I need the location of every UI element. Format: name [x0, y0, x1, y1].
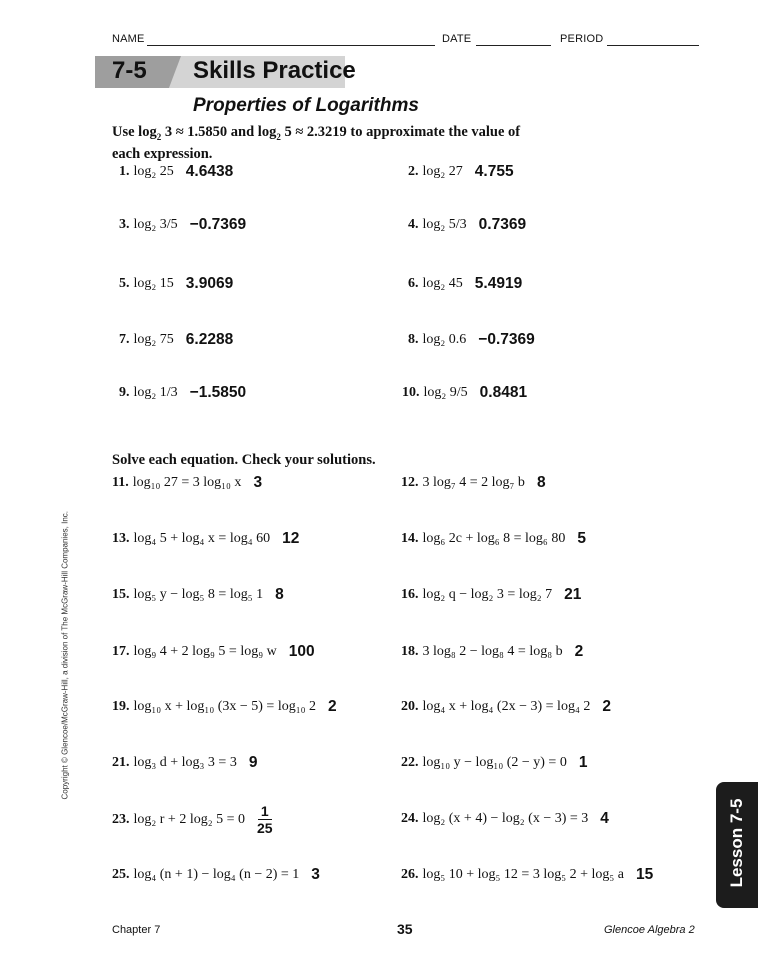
problem-11: 11. log₁₀ 27 = 3 log₁₀ x 3 — [112, 474, 263, 491]
footer-page-number: 35 — [397, 921, 413, 937]
problem-1: 1. log₂ 25 4.6438 — [119, 163, 234, 180]
page-title: Skills Practice — [193, 57, 356, 84]
date-field-line[interactable] — [476, 45, 551, 46]
page-subtitle: Properties of Logarithms — [193, 95, 419, 116]
answer: 6.2288 — [185, 331, 234, 348]
answer-fraction: $\frac{1}{25}$ — [257, 803, 273, 836]
answer: 15 — [635, 866, 654, 883]
answer: 2 — [574, 643, 584, 660]
name-label: NAME — [112, 33, 145, 45]
problem-4: 4. log₂ 5/3 0.7369 — [408, 216, 527, 233]
problem-expression: log₂ 1/3 — [133, 385, 178, 400]
problem-expression: log₄ (n + 1) − log₄ (n − 2) = 1 — [133, 867, 300, 882]
problem-expression: log₂ 27 — [422, 164, 463, 179]
problem-13: 13. log₄ 5 + log₄ x = log₄ 60 12 — [112, 530, 300, 547]
problem-expression: log₃ d + log₃ 3 = 3 — [133, 755, 237, 770]
problem-5: 5. log₂ 15 3.9069 — [119, 275, 234, 292]
footer-book-title: Glencoe Algebra 2 — [604, 924, 695, 936]
answer: 3 — [253, 474, 263, 491]
problem-expression: log₁₀ 27 = 3 log₁₀ x — [132, 475, 242, 490]
answer: 2 — [327, 698, 337, 715]
problem-expression: log₂ 0.6 — [422, 332, 467, 347]
problem-24: 24. log₂ (x + 4) − log₂ (x − 3) = 3 4 — [401, 810, 609, 827]
problem-14: 14. log₆ 2c + log₆ 8 = log₆ 80 5 — [401, 530, 586, 547]
problem-15: 15. log₅ y − log₅ 8 = log₅ 1 8 — [112, 586, 284, 603]
answer: 3 — [311, 866, 320, 883]
problem-expression: log₂ 25 — [133, 164, 174, 179]
problem-8: 8. log₂ 0.6 −0.7369 — [408, 331, 535, 348]
problem-expression: log₂ 15 — [133, 276, 174, 291]
footer-chapter: Chapter 7 — [112, 924, 161, 936]
problem-21: 21. log₃ d + log₃ 3 = 3 9 — [112, 754, 258, 771]
problem-expression: log₉ 4 + 2 log₉ 5 = log₉ w — [133, 644, 277, 659]
problem-expression: log₂ q − log₂ 3 = log₂ 7 — [422, 587, 553, 602]
answer: −0.7369 — [478, 331, 535, 348]
problem-12: 12. 3 log₇ 4 = 2 log₇ b 8 — [401, 474, 546, 491]
answer: 4.755 — [474, 163, 514, 180]
answer: −0.7369 — [189, 216, 247, 233]
problem-26: 26. log₅ 10 + log₅ 12 = 3 log₅ 2 + log₅ a 15 — [401, 866, 654, 883]
answer: 100 — [288, 643, 315, 660]
date-label: DATE — [442, 33, 472, 45]
lesson-side-tab-label: Lesson 7-5 — [727, 798, 746, 888]
problem-25: 25. log₄ (n + 1) − log₄ (n − 2) = 1 3 — [112, 866, 320, 883]
problem-expression: log₁₀ y − log₁₀ (2 − y) = 0 — [422, 755, 567, 770]
problem-expression: log₆ 2c + log₆ 8 = log₆ 80 — [422, 531, 566, 546]
problem-expression: 3 log₈ 2 − log₈ 4 = log₈ b — [422, 644, 563, 659]
answer: 5.4919 — [474, 275, 523, 292]
problem-expression: log₂ r + 2 log₂ 5 = 0 — [133, 811, 245, 827]
problem-expression: log₅ 10 + log₅ 12 = 3 log₅ 2 + log₅ a — [422, 867, 624, 882]
answer: 4 — [600, 810, 609, 827]
problem-expression: 3 log₇ 4 = 2 log₇ b — [422, 475, 525, 490]
problem-expression: log₂ 9/5 — [423, 385, 468, 400]
problem-9: 9. log₂ 1/3 −1.5850 — [119, 384, 247, 401]
answer: 0.8481 — [479, 384, 528, 401]
section2-instructions: Solve each equation. Check your solutions. — [112, 452, 376, 468]
name-field-line[interactable] — [147, 45, 435, 46]
problem-expression: log₂ (x + 4) − log₂ (x − 3) = 3 — [422, 811, 589, 826]
answer: 8 — [275, 586, 284, 603]
problem-expression: log₄ 5 + log₄ x = log₄ 60 — [133, 531, 271, 546]
problem-19: 19. log₁₀ x + log₁₀ (3x − 5) = log₁₀ 2 2 — [112, 698, 337, 715]
answer: −1.5850 — [189, 384, 247, 401]
problem-expression: log₂ 75 — [133, 332, 174, 347]
answer: 2 — [602, 698, 611, 715]
problem-3: 3. log₂ 3/5 −0.7369 — [119, 216, 247, 233]
problem-expression: log₂ 5/3 — [422, 217, 467, 232]
period-field-line[interactable] — [607, 45, 699, 46]
problem-16: 16. log₂ q − log₂ 3 = log₂ 7 21 — [401, 586, 582, 603]
problem-expression: log₂ 45 — [422, 276, 463, 291]
copyright-notice: Copyright © Glencoe/McGraw-Hill, a division of The McGraw-Hill Companies, Inc. — [60, 510, 70, 800]
answer: 0.7369 — [478, 216, 527, 233]
problem-22: 22. log₁₀ y − log₁₀ (2 − y) = 0 1 — [401, 754, 588, 771]
problem-expression: log₁₀ x + log₁₀ (3x − 5) = log₁₀ 2 — [133, 699, 316, 714]
section1-instructions: Use $\log_2 3 \approx 1.5850$ and $\log_2 5 \approx 2.3219$ to approximate the value of each expression. — [112, 124, 521, 162]
problem-18: 18. 3 log₈ 2 − log₈ 4 = log₈ b 2 — [401, 643, 584, 660]
problem-17: 17. log₉ 4 + 2 log₉ 5 = log₉ w 100 — [112, 643, 315, 660]
answer: 5 — [577, 530, 586, 547]
answer: 12 — [282, 530, 300, 547]
problem-6: 6. log₂ 45 5.4919 — [408, 275, 523, 292]
period-label: PERIOD — [560, 33, 604, 45]
problem-expression: log₅ y − log₅ 8 = log₅ 1 — [133, 587, 264, 602]
problem-expression: log₂ 3/5 — [133, 217, 178, 232]
lesson-number: 7-5 — [112, 57, 147, 84]
problem-23: 23. log₂ r + 2 log₂ 5 = 0 $\frac{1}{25}$ — [112, 803, 273, 836]
problem-7: 7. log₂ 75 6.2288 — [119, 331, 234, 348]
problem-expression: log₄ x + log₄ (2x − 3) = log₄ 2 — [422, 699, 591, 714]
answer: 21 — [564, 586, 582, 603]
problem-10: 10. log₂ 9/5 0.8481 — [402, 384, 528, 401]
answer: 9 — [248, 754, 258, 771]
problem-20: 20. log₄ x + log₄ (2x − 3) = log₄ 2 2 — [401, 698, 611, 715]
answer: 3.9069 — [185, 275, 234, 292]
answer: 4.6438 — [185, 163, 234, 180]
problem-2: 2. log₂ 27 4.755 — [408, 163, 514, 180]
answer: 8 — [536, 474, 546, 491]
answer: 1 — [578, 754, 588, 771]
